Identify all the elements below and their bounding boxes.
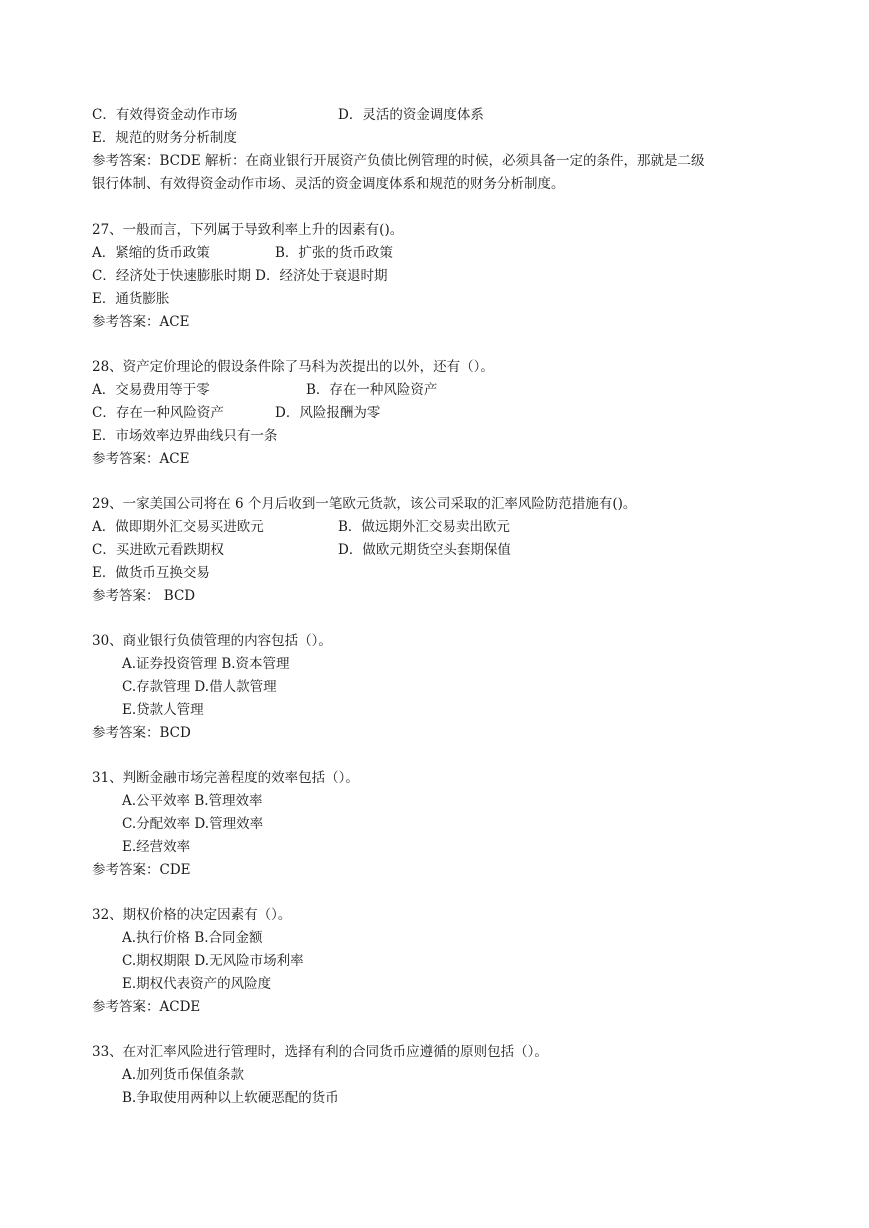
option-ab-q32: A.执行价格 B.合同金额 — [122, 930, 263, 946]
question-30: 30、商业银行负债管理的内容包括（）。 — [92, 633, 332, 649]
question-31: 31、判断金融市场完善程度的效率包括（）。 — [92, 770, 359, 786]
question-33: 33、在对汇率风险进行管理时，选择有利的合同货币应遵循的原则包括（）。 — [92, 1044, 548, 1060]
answer-q30: 参考答案：BCD — [92, 725, 191, 741]
question-27: 27、一般而言，下列属于导致利率上升的因素有()。 — [92, 222, 404, 238]
question-32: 32、期权价格的决定因素有（）。 — [92, 907, 292, 923]
option-e-q30: E.贷款人管理 — [122, 702, 204, 718]
option-d-q28: D．风险报酬为零 — [275, 405, 381, 421]
option-ab-q30: A.证券投资管理 B.资本管理 — [122, 656, 290, 672]
answer-q27: 参考答案：ACE — [92, 314, 190, 330]
option-a-q27: A．紧缩的货币政策 — [92, 245, 210, 261]
option-c-q28: C．存在一种风险资产 — [92, 405, 224, 421]
option-e-q28: E．市场效率边界曲线只有一条 — [92, 428, 278, 444]
option-ab-q31: A.公平效率 B.管理效率 — [122, 793, 263, 809]
option-cd-q32: C.期权期限 D.无风险市场利率 — [122, 953, 304, 969]
option-a-q33: A.加列货币保值条款 — [122, 1067, 245, 1083]
option-d-q29: D．做欧元期货空头套期保值 — [338, 542, 511, 558]
option-b-q28: B．存在一种风险资产 — [306, 382, 438, 398]
answer-q26-cont: 银行体制、有效得资金动作市场、灵活的资金调度体系和规范的财务分析制度。 — [92, 176, 565, 192]
option-cd-q31: C.分配效率 D.管理效率 — [122, 816, 264, 832]
answer-q26: 参考答案：BCDE 解析：在商业银行开展资产负债比例管理的时候，必须具备一定的条件，那就是二级 — [92, 153, 705, 169]
option-e-q31: E.经营效率 — [122, 839, 191, 855]
option-b-q29: B．做远期外汇交易卖出欧元 — [338, 519, 510, 535]
option-e-q27: E．通货膨胀 — [92, 291, 170, 307]
answer-q28: 参考答案：ACE — [92, 451, 190, 467]
option-b-q33: B.争取使用两种以上软硬恶配的货币 — [122, 1090, 339, 1106]
option-b-q27: B．扩张的货币政策 — [275, 245, 393, 261]
option-c-q29: C．买进欧元看跌期权 — [92, 542, 224, 558]
option-c-q26: C．有效得资金动作市场 — [92, 107, 238, 123]
option-e-q32: E.期权代表资产的风险度 — [122, 976, 272, 992]
option-a-q28: A．交易费用等于零 — [92, 382, 210, 398]
option-e-q26: E．规范的财务分析制度 — [92, 130, 237, 146]
answer-q31: 参考答案：CDE — [92, 862, 191, 878]
option-cd-q27: C．经济处于快速膨胀时期 D．经济处于衰退时期 — [92, 268, 388, 284]
answer-q32: 参考答案：ACDE — [92, 999, 201, 1015]
option-e-q29: E．做货币互换交易 — [92, 565, 210, 581]
answer-q29: 参考答案： BCD — [92, 588, 196, 604]
option-a-q29: A．做即期外汇交易买进欧元 — [92, 519, 264, 535]
option-d-q26: D．灵活的资金调度体系 — [338, 107, 484, 123]
question-28: 28、资产定价理论的假设条件除了马科为茨提出的以外，还有（）。 — [92, 359, 494, 375]
option-cd-q30: C.存款管理 D.借人款管理 — [122, 679, 277, 695]
question-29: 29、一家美国公司将在 6 个月后收到一笔欧元货款，该公司采取的汇率风险防范措施有()。 — [92, 496, 637, 512]
